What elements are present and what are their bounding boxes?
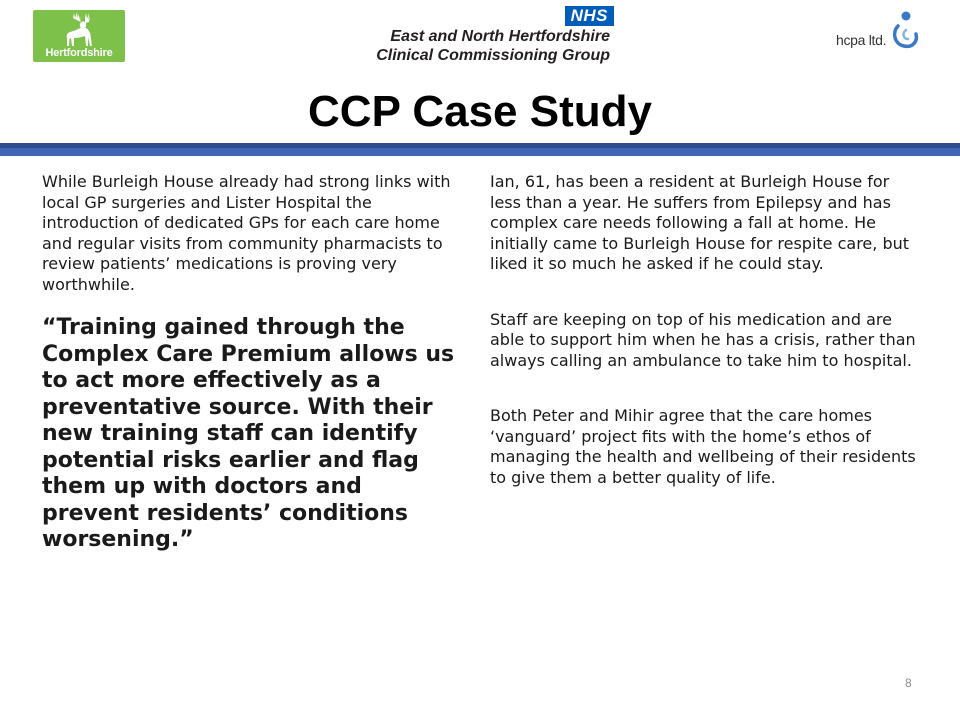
- hcpa-logo: [832, 8, 942, 60]
- ccg-logo: [340, 6, 620, 68]
- ccg-name-line1: East and North Hertfordshire: [390, 28, 610, 45]
- right-column: [490, 172, 920, 488]
- case-paragraph-ian: Ian, 61, has been a resident at Burleigh House for less than a year. He suffers from Epilepsy and has complex care needs following a fall at home. He initially came to Burleigh House for respite care, but liked it so much he asked if he could stay.: [490, 172, 910, 273]
- hertfordshire-logo: [33, 10, 125, 62]
- nhs-badge: NHS: [565, 6, 614, 26]
- slide-title: CCP Case Study: [308, 87, 652, 136]
- page-number: 8: [905, 676, 912, 690]
- left-column: [42, 172, 462, 554]
- title-rule-light: [0, 148, 960, 156]
- case-paragraph-medication: Staff are keeping on top of his medication and are able to support him when he has a crisis, rather than always calling an ambulance to take him to hospital.: [490, 309, 916, 370]
- hertfordshire-logo-text: Hertfordshire: [45, 47, 113, 59]
- case-paragraph-vanguard: Both Peter and Mihir agree that the care homes ‘vanguard’ project fits with the home’s ethos of managing the health and wellbeing of their residents to give them a better quality of life.: [490, 406, 916, 487]
- hcpa-logo-text: hcpa ltd.: [836, 32, 887, 48]
- ccg-name-line2: Clinical Commissioning Group: [376, 47, 610, 64]
- staff-quote: “Training gained through the Complex Care Premium allows us to act more effectively as a preventative source. With their new training staff can identify potential risks earlier and flag them up with doctors and prevent residents’ conditions worsening.”: [42, 315, 455, 552]
- intro-paragraph: While Burleigh House already had strong links with local GP surgeries and Lister Hospital the introduction of dedicated GPs for each care home and regular visits from community pharmacists to review patients’ medications is proving very worthwhile.: [42, 172, 451, 294]
